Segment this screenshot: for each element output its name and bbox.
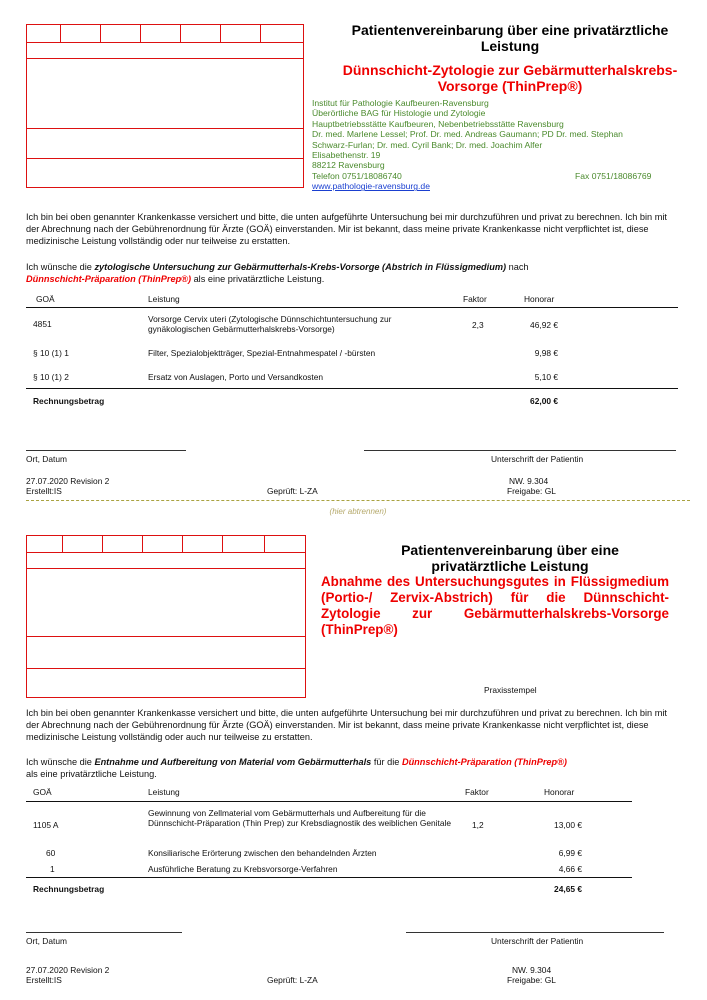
form1-title: Patientenvereinbarung über eine privatärztliche Leistung (351, 22, 669, 54)
box-divider (60, 24, 61, 42)
wish-red: Dünnschicht-Präparation (ThinPrep®) (401, 757, 567, 767)
box-divider (264, 535, 265, 552)
footer-freigabe: Freigabe: GL (507, 486, 556, 496)
form2-intro: Ich bin bei oben genannter Krankenkasse versichert und bitte, die unten aufgeführte Untersuchung bei mir durchzuführen und privat zu berechnen. Ich bin mit der Abrechnung nach der Gebührenordnung für Ärzte (GOÄ) einverstanden. Mir ist bekannt, dass meine private Krankenkasse nicht verpflichtet ist, diese medizinische Leistung vollständig oder auch nur teilweise zu erstatten. (26, 708, 667, 742)
table1-row-goa: 4851 (33, 319, 52, 329)
institute-line: Dr. med. Marlene Lessel; Prof. Dr. med. Andreas Gaumann; PD Dr. med. Stephan (312, 129, 623, 140)
wish-mid: nach (506, 262, 529, 272)
signature-line-patientin[interactable] (406, 932, 664, 933)
table2-row-honorar: 6,99 € (558, 848, 582, 858)
table2-row-goa: 1 (50, 864, 55, 874)
box-divider (222, 535, 223, 552)
table2-header-goa: GOÄ (33, 787, 52, 797)
signature-line-patientin[interactable] (364, 450, 676, 451)
table1-header-goa: GOÄ (36, 294, 55, 304)
ort-datum-label: Ort, Datum (26, 936, 67, 946)
table-rule (26, 877, 632, 878)
table1-header-faktor: Faktor (463, 294, 487, 304)
box-divider (260, 24, 261, 42)
institute-line: Schwarz-Furlan; Dr. med. Cyril Bank; Dr. med. Joachim Alfer (312, 139, 543, 150)
box-divider (26, 128, 304, 129)
footer-nw: NW. 9.304 (509, 476, 549, 486)
box-divider (140, 24, 141, 42)
table2-header-leistung: Leistung (148, 787, 180, 797)
unterschrift-label: Unterschrift der Patientin (491, 454, 584, 464)
institute-line: Elisabethenstr. 19 (312, 150, 381, 161)
box-divider (220, 24, 221, 42)
box-divider (102, 535, 103, 552)
institute-line: Hauptbetriebsstätte Kaufbeuren, Nebenbetriebsstätte Ravensburg (312, 118, 564, 129)
table2-total-value: 24,65 € (554, 884, 582, 894)
table1-header-honorar: Honorar (524, 294, 555, 304)
box-divider (62, 535, 63, 552)
box-divider (180, 24, 181, 42)
table1-total-value: 62,00 € (530, 396, 558, 406)
table2-row-honorar: 4,66 € (558, 864, 582, 874)
table2-header-honorar: Honorar (544, 787, 575, 797)
table1-row-honorar: 5,10 € (534, 372, 558, 382)
table2-total-label: Rechnungsbetrag (33, 884, 105, 894)
wish-prefix: Ich wünsche die (26, 262, 95, 272)
wish-emphasis: Entnahme und Aufbereitung von Material vom Gebärmutterhals (94, 757, 372, 767)
institute-line: 88212 Ravensburg (312, 160, 385, 171)
signature-line-ort-datum[interactable] (26, 932, 182, 933)
form2-wish (26, 756, 678, 780)
footer-revision: 27.07.2020 Revision 2 (26, 965, 110, 975)
institute-phone: Telefon 0751/18086740 (312, 170, 402, 181)
praxisstempel-label: Praxisstempel (484, 685, 537, 695)
form1-wish (26, 261, 678, 285)
box-divider (26, 58, 304, 59)
form1-intro: Ich bin bei oben genannter Krankenkasse versichert und bitte, die unten aufgeführte Untersuchung bei mir durchzuführen und privat zu berechnen. Ich bin mit der Abrechnung nach der Gebührenordnung für Ärzte (GOÄ) einverstanden. Mir ist bekannt, dass meine private Krankenkasse nicht verpflichtet ist, diese medizinische Leistung vollständig oder nur teilweise zu erstatten. (26, 212, 667, 246)
cut-line (26, 500, 690, 501)
institute-fax: Fax 0751/18086769 (575, 170, 652, 181)
ort-datum-label: Ort, Datum (26, 454, 67, 464)
table2-row-goa: 60 (46, 848, 56, 858)
insurance-data-box[interactable] (26, 24, 304, 188)
box-divider (142, 535, 143, 552)
cut-label: (hier abtrennen) (329, 507, 387, 516)
institute-website-link[interactable]: www.pathologie-ravensburg.de (312, 181, 430, 192)
table2-row-honorar: 13,00 € (554, 820, 582, 830)
box-divider (26, 568, 306, 569)
table1-row-goa: § 10 (1) 1 (33, 348, 69, 358)
table2-row-goa: 1105 A (33, 820, 59, 830)
form2-title: Patientenvereinbarung über eine privatärztliche Leistung (401, 542, 619, 574)
wish-red: Dünnschicht-Präparation (ThinPrep®) (26, 274, 192, 284)
table-rule (26, 307, 678, 308)
table1-total-label: Rechnungsbetrag (33, 396, 105, 406)
box-divider (26, 552, 306, 553)
table-rule (26, 388, 678, 389)
institute-line: Institut für Pathologie Kaufbeuren-Ravensburg (312, 98, 489, 108)
table1-row-honorar: 9,98 € (534, 348, 558, 358)
form1-subtitle: Dünnschicht-Zytologie zur Gebärmutterhalskrebs-Vorsorge (ThinPrep®) (342, 62, 678, 94)
table1-row-leistung: Filter, Spezialobjektträger, Spezial-Entnahmespatel / -bürsten (148, 348, 376, 358)
table2-row-faktor: 1,2 (472, 820, 484, 830)
footer-geprueft: Geprüft: L-ZA (267, 975, 318, 985)
box-divider (26, 636, 306, 637)
unterschrift-label: Unterschrift der Patientin (491, 936, 584, 946)
institute-line: Überörtliche BAG für Histologie und Zytologie (312, 108, 486, 119)
table1-row-leistung: Vorsorge Cervix uteri (Zytologische Dünnschichtuntersuchung zur gynäkologischen Gebärmutterhalskrebs-Vorsorge) (148, 314, 392, 334)
box-divider (26, 158, 304, 159)
wish-suffix: als eine privatärztliche Leistung. (26, 769, 157, 779)
table1-row-goa: § 10 (1) 2 (33, 372, 69, 382)
insurance-data-box[interactable] (26, 535, 306, 698)
footer-revision: 27.07.2020 Revision 2 (26, 476, 110, 486)
table2-header-faktor: Faktor (465, 787, 489, 797)
institute-address (312, 98, 692, 192)
wish-prefix: Ich wünsche die (26, 757, 95, 767)
table1-header-leistung: Leistung (148, 294, 180, 304)
form2-subtitle: Abnahme des Untersuchungsgutes in Flüssigmedium (Portio-/ Zervix-Abstrich) für die Dünnschicht-Zytologie zur Gebärmutterhalskrebs-Vorsorge (ThinPrep®) (321, 574, 669, 637)
footer-nw: NW. 9.304 (512, 965, 552, 975)
table1-row-faktor: 2,3 (472, 320, 484, 330)
table2-row-leistung: Ausführliche Beratung zu Krebsvorsorge-Verfahren (148, 864, 338, 874)
box-divider (26, 668, 306, 669)
table1-row-leistung: Ersatz von Auslagen, Porto und Versandkosten (148, 372, 324, 382)
footer-erstellt: Erstellt:IS (26, 486, 62, 496)
wish-suffix: als eine privatärztliche Leistung. (191, 274, 325, 284)
box-divider (26, 42, 304, 43)
footer-erstellt: Erstellt:IS (26, 975, 62, 985)
footer-geprueft: Geprüft: L-ZA (267, 486, 318, 496)
table2-row-leistung: Gewinnung von Zellmaterial vom Gebärmutterhals und Aufbereitung für die Dünnschicht-Präparation (Thin Prep) zur Krebsdiagnostik des weiblichen Genitale (148, 808, 452, 828)
signature-line-ort-datum[interactable] (26, 450, 186, 451)
footer-freigabe: Freigabe: GL (507, 975, 556, 985)
table1-row-honorar: 46,92 € (530, 320, 558, 330)
wish-mid: für die (371, 757, 402, 767)
box-divider (182, 535, 183, 552)
table-rule (26, 801, 632, 802)
wish-emphasis: zytologische Untersuchung zur Gebärmutterhals-Krebs-Vorsorge (Abstrich in Flüssigmedium) (94, 262, 507, 272)
table2-row-leistung: Konsiliarische Erörterung zwischen den behandelnden Ärzten (148, 848, 377, 858)
box-divider (100, 24, 101, 42)
